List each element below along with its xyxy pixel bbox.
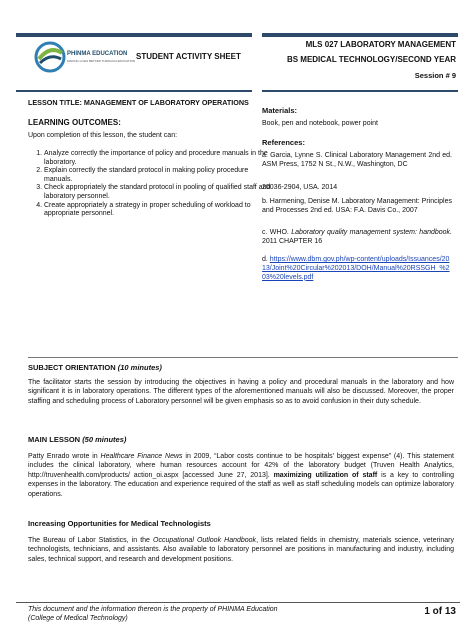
session-number: Session # 9	[414, 71, 456, 80]
reference-d-link[interactable]: https://www.dbm.gov.ph/wp-content/uploads/Issuances/2013/Joint%20Circular%202013/DOH/Manual%20RSSGH_%203%20levels.pdf	[262, 256, 450, 281]
sheet-title: STUDENT ACTIVITY SHEET	[136, 52, 241, 61]
header-rule-left-bottom	[16, 90, 252, 92]
list-item: 4. Create appropriately a strategy in proper scheduling of workload to appropriate personnel.	[44, 202, 272, 219]
subject-orientation-duration: (10 minutes)	[117, 363, 162, 372]
header-rule-right-bottom	[262, 90, 458, 92]
reference-c-prefix: c. WHO.	[262, 229, 292, 236]
main-lesson-text: Patty Enrado wrote in	[28, 453, 101, 460]
main-lesson-emphasis: maximizing utilization of staff	[273, 471, 378, 479]
logo-text: PHINMA EDUCATION	[67, 51, 128, 57]
subject-orientation-body: The facilitator starts the session by introducing the objectives in having a policy and procedural manuals in the laboratory and how significant it is in laboratory operations. The different types of the aforementioned manuals will also be discussed. Moreover, the proper staffing and scheduling process of Laboratory personnel will be given emphasis so as to avoid confusion in their duty schedule.	[28, 379, 454, 405]
references-heading: References:	[262, 138, 305, 147]
phinma-logo	[34, 41, 136, 75]
main-lesson-body	[28, 452, 454, 499]
logo-emblem-icon	[34, 41, 66, 73]
reference-d	[262, 256, 452, 282]
main-lesson-duration: (50 minutes)	[82, 435, 127, 444]
main-lesson-source: Healthcare Finance News	[100, 453, 183, 460]
header-rule-right	[262, 33, 458, 37]
learning-outcomes-list	[28, 150, 272, 219]
learning-outcomes-intro: Upon completion of this lesson, the student can:	[28, 132, 178, 139]
reference-b: b. Harmening, Denise M. Laboratory Management: Principles and Processes 2nd ed. USA: F.A. Davis Co., 2007	[262, 198, 452, 214]
increasing-opportunities-heading: Increasing Opportunities for Medical Technologists	[28, 519, 211, 528]
learning-outcomes-heading: LEARNING OUTCOMES:	[28, 118, 121, 127]
reference-c-title: Laboratory quality management system: handbook.	[291, 229, 453, 236]
increasing-text: The Bureau of Labor Statistics, in the	[28, 537, 154, 544]
increasing-opportunities-body	[28, 536, 454, 564]
section-divider	[28, 357, 458, 358]
header-rule-left	[16, 33, 252, 37]
logo-subtext: MAKING LIVES BETTER THROUGH EDUCATION	[67, 59, 136, 63]
list-item: 3. Check appropriately the standard protocol in pooling of qualified staff and laboratory personnel.	[44, 184, 272, 201]
main-lesson-text-3: is a key to controlling expenses in the laboratory. The education and experience required of the staff as well as staff scheduling models can optimize laboratory operations.	[28, 471, 454, 498]
reference-c	[262, 229, 452, 247]
subject-orientation-title: SUBJECT ORIENTATION	[28, 363, 116, 372]
increasing-source: Occupational Outlook Handbook	[153, 537, 257, 544]
reference-c-suffix: 2011 CHAPTER 16	[262, 237, 323, 245]
materials-heading: Materials:	[262, 106, 298, 115]
footer-rule	[16, 602, 460, 603]
subject-orientation-heading	[28, 363, 162, 372]
list-item: 1. Analyze correctly the importance of policy and procedure manuals in the laboratory.	[44, 150, 272, 167]
lesson-title: LESSON TITLE: MANAGEMENT OF LABORATORY OPERATIONS	[28, 98, 249, 107]
program-title: BS MEDICAL TECHNOLOGY/SECOND YEAR	[286, 55, 456, 64]
main-lesson-text-2: in 2009, “Labor costs continue to be hospitals’ biggest expense” (4). This statement includes the clinical laboratory, where human resources account for 42% of the laboratory budget (Truven Health Analytics, http://truvenhealth.com/products/ action_oi.aspx [accessed June 27, 2013].	[28, 453, 454, 479]
reference-d-prefix: d.	[262, 256, 270, 263]
increasing-text-2: , lists related fields in chemistry, materials science, veterinary technologists, technicians, and assistants. Also available to laboratory personnel are positions in manufacturing and industry, including sales, technical support, and research and development positions.	[28, 537, 455, 563]
main-lesson-heading	[28, 435, 126, 444]
main-lesson-title: MAIN LESSON	[28, 435, 81, 444]
reference-a: a. Garcia, Lynne S. Clinical Laboratory Management 2nd ed. ASM Press, 1752 N St., N.W., Washington, DC	[262, 152, 452, 168]
materials-body: Book, pen and notebook, power point	[262, 120, 378, 127]
footer-note: This document and the information thereon is the property of PHINMA Education (College of Medical Technology)	[28, 606, 278, 622]
course-title: MLS 027 LABORATORY MANAGEMENT	[305, 40, 456, 49]
list-item: 2. Explain correctly the standard protocol in making policy procedure manuals.	[44, 167, 272, 184]
page-number: 1 of 13	[424, 606, 456, 617]
reference-a-continued: 20036-2904, USA. 2014	[262, 184, 338, 191]
